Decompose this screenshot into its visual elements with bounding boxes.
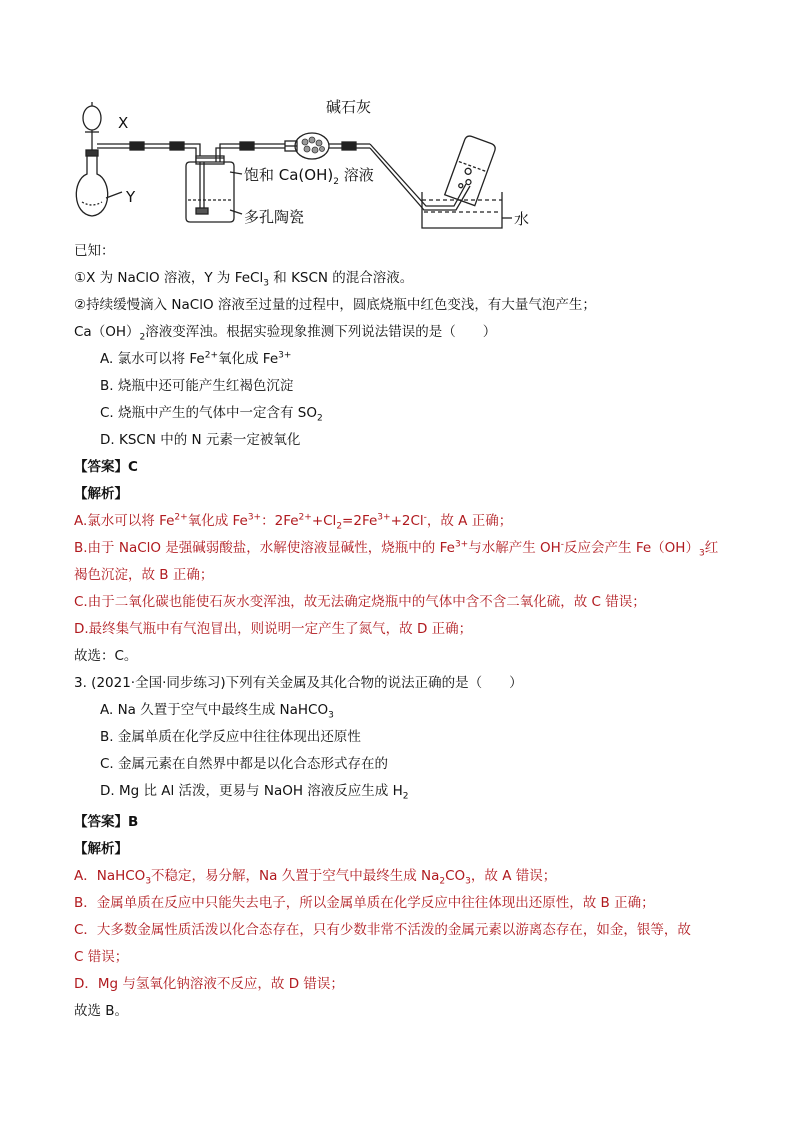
- q3-option-a: [100, 701, 334, 719]
- exp-a-s2: 3+: [247, 512, 262, 523]
- question-3-stem: 3. (2021·全国·同步练习)下列有关金属及其化合物的说法正确的是（ ）: [74, 675, 523, 691]
- label-y: Y: [126, 188, 136, 206]
- exp-b-2: 与水解产生 OH: [468, 540, 561, 556]
- exp-b-s3: 3: [698, 548, 705, 559]
- q3-explanation-c: C．大多数金属性质活泼以化合态存在，只有少数非常不活泼的金属元素以游离态存在，如金，银等，故: [74, 922, 691, 938]
- apparatus-diagram: [70, 92, 570, 232]
- q3-conclusion: 故选 B。: [74, 1003, 129, 1019]
- q3-explanation-a: [74, 867, 556, 885]
- answer-label: 【答案】C: [74, 459, 138, 475]
- q3-option-d: [100, 782, 408, 800]
- label-caoh2-solution: [244, 164, 374, 185]
- label-caoh2-text: 饱和 Ca(OH): [244, 166, 334, 184]
- q3-exp-a-4: ，故 A 错误；: [470, 868, 557, 884]
- round-bottom-flask: [76, 154, 107, 216]
- exp-b-4: 红: [704, 540, 719, 556]
- exp-a-6: +2Cl: [390, 513, 424, 529]
- known-1-tail: 和 KSCN 的混合溶液。: [268, 270, 414, 286]
- option-c-text: C. 烧瓶中产生的气体中一定含有 SO: [100, 405, 317, 421]
- label-caoh2-subscript: 2: [333, 177, 339, 187]
- gas-washing-bottle: [186, 162, 234, 222]
- analysis-label: 【解析】: [74, 486, 128, 502]
- label-porous-ceramic: 多孔陶瓷: [244, 208, 305, 226]
- exp-b-s1: 3+: [454, 539, 469, 550]
- exp-b-1: B.由于 NaClO 是强碱弱酸盐，水解使溶液显碱性，烧瓶中的 Fe: [74, 540, 455, 556]
- exp-b-s2: -: [560, 539, 565, 550]
- exp-a-5: =2Fe: [342, 513, 378, 529]
- label-x: X: [118, 114, 129, 132]
- q3-exp-a-1: A．NaHCO: [74, 868, 146, 884]
- known-heading: 已知：: [74, 243, 115, 259]
- option-a-text: A. 氯水可以将 Fe: [100, 351, 205, 367]
- q3-analysis-label: 【解析】: [74, 841, 128, 857]
- q3-explanation-d: D．Mg 与氢氧化钠溶液不反应，故 D 错误；: [74, 976, 344, 992]
- stem-tail: 溶液变浑浊。根据实验现象推测下列说法错误的是（ ）: [145, 324, 497, 340]
- apparatus-drawing: [70, 92, 570, 232]
- exp-a-s4: 2: [336, 521, 343, 532]
- option-d: D. KSCN 中的 N 元素一定被氧化: [100, 432, 301, 448]
- q3-exp-a-3: CO: [445, 868, 466, 884]
- option-b: B. 烧瓶中还可能产生红褐色沉淀: [100, 378, 294, 394]
- known-1-subscript: 3: [263, 278, 269, 289]
- exp-a-4: +Cl: [311, 513, 337, 529]
- explanation-d: D.最终集气瓶中有气泡冒出，则说明一定产生了氮气，故 D 正确；: [74, 621, 473, 637]
- question-stem: [74, 323, 496, 341]
- q3-exp-a-s3: 3: [465, 876, 471, 887]
- q3-exp-a-s2: 2: [439, 876, 446, 887]
- exp-a-s6: -: [423, 512, 427, 523]
- explanation-b: [74, 539, 718, 557]
- q3-option-c: C. 金属元素在自然界中都是以化合态形式存在的: [100, 756, 389, 772]
- known-item-2: ②持续缓慢滴入 NaClO 溶液至过量的过程中，圆底烧瓶中红色变浅，有大量气泡产生；: [74, 297, 596, 313]
- known-item-1: [74, 269, 413, 287]
- q3-explanation-b: B．金属单质在反应中只能失去电子，所以金属单质在化学反应中往往体现出还原性，故 B 正确；: [74, 895, 655, 911]
- label-soda-lime: 碱石灰: [326, 98, 372, 116]
- q3-option-a-text: A. Na 久置于空气中最终生成 NaHCO: [100, 702, 329, 718]
- option-a-mid: 氧化成 Fe: [218, 351, 279, 367]
- exp-a-s1: 2+: [174, 512, 188, 523]
- q3-option-b: B. 金属单质在化学反应中往往体现出还原性: [100, 729, 361, 745]
- exp-a-1: A.氯水可以将 Fe: [74, 513, 175, 529]
- stem-text: Ca（OH）: [74, 324, 140, 340]
- option-a-sup-1: 2+: [204, 350, 218, 361]
- q3-option-d-text: D. Mg 比 Al 活泼，更易与 NaOH 溶液反应生成 H: [100, 783, 403, 799]
- explanation-a: [74, 512, 512, 530]
- exp-a-s3: 2+: [298, 512, 312, 523]
- q3-exp-a-s1: 3: [145, 876, 152, 887]
- separatory-funnel: [83, 106, 101, 130]
- exp-a-2: 氧化成 Fe: [187, 513, 248, 529]
- stem-subscript: 2: [139, 332, 146, 343]
- q3-exp-a-2: 不稳定，易分解，Na 久置于空气中最终生成 Na: [151, 868, 440, 884]
- option-a-sup-2: 3+: [278, 350, 292, 361]
- label-caoh2-tail: 溶液: [338, 166, 374, 184]
- exp-a-s5: 3+: [377, 512, 391, 523]
- conclusion: 故选：C。: [74, 648, 138, 664]
- q3-answer-label: 【答案】B: [74, 814, 139, 830]
- option-c: [100, 404, 323, 422]
- explanation-b-continued: 褐色沉淀，故 B 正确；: [74, 567, 214, 583]
- known-1-text: ①X 为 NaClO 溶液，Y 为 FeCl: [74, 270, 264, 286]
- label-water: 水: [514, 210, 530, 228]
- exp-b-3: 反应会产生 Fe（OH）: [564, 540, 699, 556]
- exp-a-7: ，故 A 正确；: [426, 513, 513, 529]
- q3-option-d-subscript: 2: [402, 791, 409, 802]
- q3-explanation-c-continued: C 错误；: [74, 949, 129, 965]
- exp-a-3: ：2Fe: [261, 513, 299, 529]
- q3-option-a-subscript: 3: [328, 710, 334, 721]
- option-a: [100, 350, 291, 368]
- explanation-c: C.由于二氧化碳也能使石灰水变浑浊，故无法确定烧瓶中的气体中含不含二氧化硫，故 C 错误；: [74, 594, 646, 610]
- option-c-subscript: 2: [317, 413, 323, 424]
